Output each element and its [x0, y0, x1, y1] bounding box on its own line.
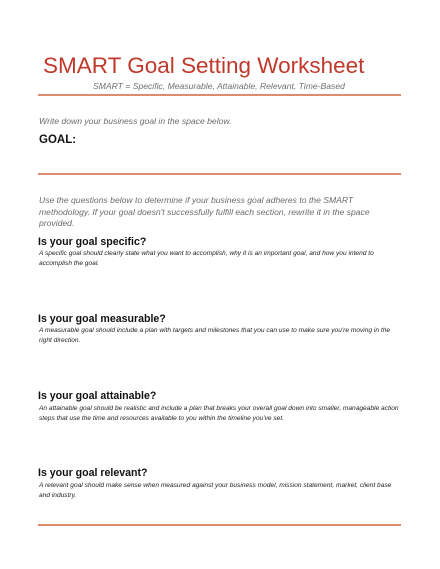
- worksheet-title: SMART Goal Setting Worksheet: [43, 53, 365, 78]
- question-specific-heading: Is your goal specific?: [38, 236, 147, 248]
- question-relevant-heading: Is your goal relevant?: [38, 467, 148, 479]
- answer-line: [38, 524, 401, 526]
- question-attainable-heading: Is your goal attainable?: [38, 390, 157, 402]
- instruction-text: Write down your business goal in the space below.: [39, 116, 232, 126]
- goal-label: GOAL:: [39, 134, 77, 146]
- question-specific-body: A specific goal should clearly state what you want to accomplish, why it is an important goal, and how you intend to accomplish the goal.: [39, 250, 374, 267]
- question-relevant-body: A relevant goal should make sense when measured against your business model, mission statement, market, client base and industry.: [39, 482, 392, 499]
- question-measurable-heading: Is your goal measurable?: [38, 313, 166, 325]
- intro-paragraph: Use the questions below to determine if your business goal adheres to the SMART methodology. If your goal doesn't successfully fulfill each section, rewrite it in the space provided.: [39, 195, 370, 228]
- question-measurable-body: A measurable goal should include a plan with targets and milestones that you can use to make sure you're moving in the right direction.: [39, 327, 391, 344]
- title-divider: [38, 94, 401, 96]
- worksheet-subtitle: SMART = Specific, Measurable, Attainable, Relevant, Time-Based: [93, 81, 345, 91]
- question-attainable-body: An attainable goal should be realistic and include a plan that breaks your overall goal down into smaller, manageable action steps that use the time and resources available to you within the timeline you've set.: [39, 405, 399, 422]
- goal-answer-line: [38, 173, 401, 175]
